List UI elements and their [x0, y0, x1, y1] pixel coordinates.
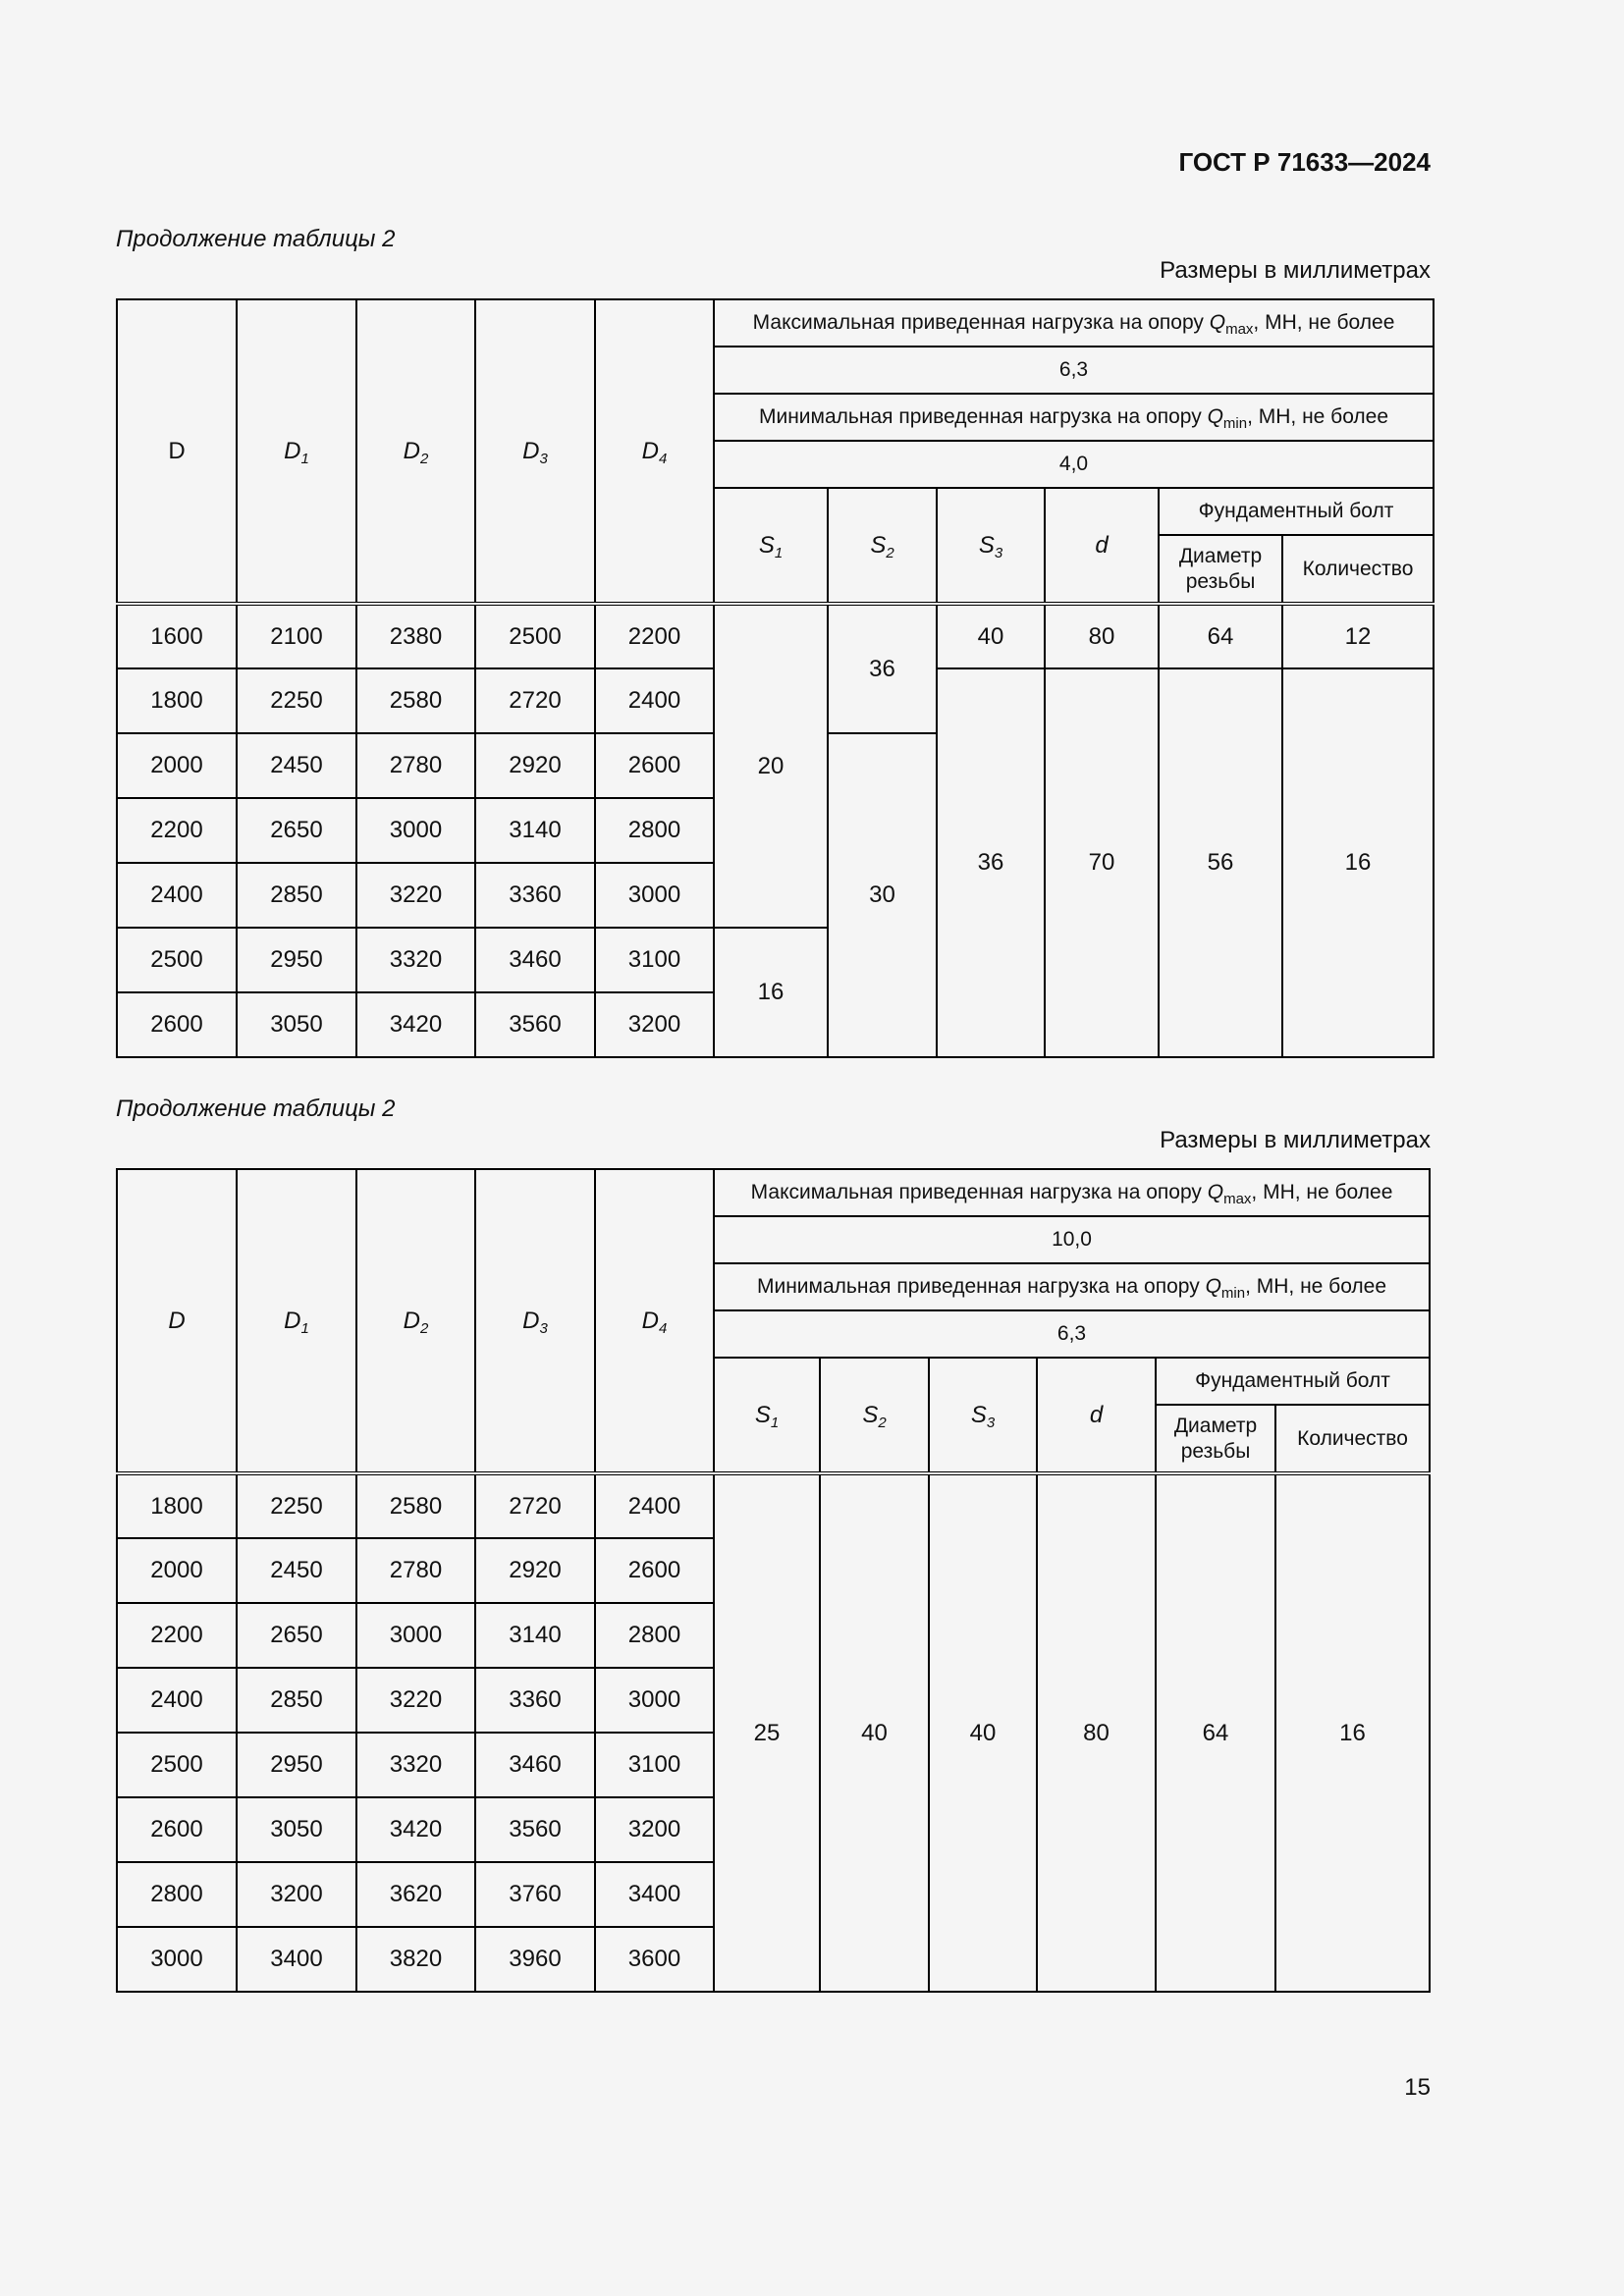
col-header-D2: $D_2$	[356, 299, 475, 604]
table-cell: 3560	[475, 992, 595, 1057]
table-cell: 2500	[117, 1733, 237, 1797]
table-cell: 2950	[237, 1733, 356, 1797]
table-cell: 2100	[237, 604, 356, 668]
table-cell: 2720	[475, 668, 595, 733]
table-cell: 3000	[356, 1603, 475, 1668]
merged-s1-cell: 16	[714, 928, 828, 1057]
table-cell: 2450	[237, 733, 356, 798]
merged-s1-cell: 25	[714, 1473, 820, 1992]
table-cell: 3100	[595, 1733, 714, 1797]
merged-qty-cell: 16	[1275, 1473, 1430, 1992]
merged-d-cell: 70	[1045, 668, 1159, 1057]
merged-thread-cell: 64	[1156, 1473, 1275, 1992]
table-cell: 3360	[475, 863, 595, 928]
table-cell: 3220	[356, 1668, 475, 1733]
table-cell: 3600	[595, 1927, 714, 1992]
col-header-S3: $S_3$	[929, 1358, 1037, 1473]
col-header-D4: $D_4$	[595, 299, 714, 604]
table-cell: 2720	[475, 1473, 595, 1538]
table-cell: 2600	[117, 992, 237, 1057]
table-cell: 3400	[595, 1862, 714, 1927]
table-cell: 2800	[595, 1603, 714, 1668]
merged-qty-cell: 16	[1282, 668, 1434, 1057]
table-cell: 3760	[475, 1862, 595, 1927]
table-cell: 2580	[356, 1473, 475, 1538]
table-cell: 2400	[595, 1473, 714, 1538]
table-cell: 3050	[237, 992, 356, 1057]
table-cell: 3000	[117, 1927, 237, 1992]
table-cell: 3820	[356, 1927, 475, 1992]
table-cell: 2000	[117, 1538, 237, 1603]
table-cell: 3220	[356, 863, 475, 928]
table-cell: 2600	[595, 733, 714, 798]
table1	[116, 298, 1435, 1058]
qmax-value: 10,0	[714, 1216, 1430, 1263]
qmin-value: 4,0	[714, 441, 1434, 488]
col-header-S2: $S_2$	[820, 1358, 929, 1473]
col-header-d: d	[1045, 488, 1159, 604]
table2	[116, 1168, 1431, 1993]
table-cell: 3320	[356, 928, 475, 992]
table2-continuation-label: Продолжение таблицы 2	[116, 1095, 396, 1122]
merged-s3-cell: 40	[929, 1473, 1037, 1992]
table-cell: 1800	[117, 1473, 237, 1538]
table1-continuation-label: Продолжение таблицы 2	[116, 226, 396, 252]
table-cell: 2600	[117, 1797, 237, 1862]
table-cell: 3000	[356, 798, 475, 863]
table2-units-label: Размеры в миллиметрах	[1160, 1127, 1431, 1153]
col-header-D: D	[117, 299, 237, 604]
quantity-header: Количество	[1275, 1405, 1430, 1473]
table-cell: 2920	[475, 1538, 595, 1603]
table-cell: 2850	[237, 863, 356, 928]
table-cell: 2920	[475, 733, 595, 798]
table-cell: 2500	[475, 604, 595, 668]
merged-d-cell: 80	[1045, 604, 1159, 668]
table-cell: 2200	[117, 798, 237, 863]
table-cell: 2800	[117, 1862, 237, 1927]
table-cell: 3460	[475, 1733, 595, 1797]
table-cell: 2580	[356, 668, 475, 733]
table-cell: 2650	[237, 798, 356, 863]
table-cell: 3200	[595, 1797, 714, 1862]
table-cell: 3960	[475, 1927, 595, 1992]
table-cell: 2380	[356, 604, 475, 668]
merged-s3-cell: 36	[937, 668, 1045, 1057]
qmin-header: Минимальная приведенная нагрузка на опору $Q_{min}$, МН, не более	[714, 394, 1434, 441]
table-cell: 3200	[595, 992, 714, 1057]
standard-designation: ГОСТ Р 71633—2024	[1178, 147, 1431, 177]
table-cell: 2250	[237, 668, 356, 733]
table-cell: 2780	[356, 1538, 475, 1603]
table-cell: 3360	[475, 1668, 595, 1733]
table-cell: 2400	[117, 1668, 237, 1733]
merged-s2-cell: 30	[828, 733, 937, 1057]
bolt-header: Фундаментный болт	[1159, 488, 1434, 535]
table-cell: 3100	[595, 928, 714, 992]
table-cell: 3460	[475, 928, 595, 992]
merged-thread-cell: 56	[1159, 668, 1282, 1057]
merged-thread-cell: 64	[1159, 604, 1282, 668]
table-cell: 2850	[237, 1668, 356, 1733]
table-cell: 2500	[117, 928, 237, 992]
table-cell: 2600	[595, 1538, 714, 1603]
table-cell: 3400	[237, 1927, 356, 1992]
table-cell: 3000	[595, 1668, 714, 1733]
col-header-S1: $S_1$	[714, 1358, 820, 1473]
table-cell: 2200	[595, 604, 714, 668]
qmin-value: 6,3	[714, 1310, 1430, 1358]
qmax-header: Максимальная приведенная нагрузка на опору $Q_{max}$, МН, не более	[714, 1169, 1430, 1216]
table-cell: 2200	[117, 1603, 237, 1668]
table-cell: 2800	[595, 798, 714, 863]
qmax-header: Максимальная приведенная нагрузка на опору $Q_{max}$, МН, не более	[714, 299, 1434, 347]
col-header-S2: $S_2$	[828, 488, 937, 604]
table-cell: 3420	[356, 992, 475, 1057]
table-cell: 3420	[356, 1797, 475, 1862]
table-cell: 2950	[237, 928, 356, 992]
table-cell: 2450	[237, 1538, 356, 1603]
thread-diameter-header: Диаметр резьбы	[1159, 535, 1282, 604]
merged-s2-cell: 40	[820, 1473, 929, 1992]
qmin-header: Минимальная приведенная нагрузка на опору $Q_{min}$, МН, не более	[714, 1263, 1430, 1310]
table-cell: 3140	[475, 798, 595, 863]
quantity-header: Количество	[1282, 535, 1434, 604]
table-cell: 2400	[595, 668, 714, 733]
page-number: 15	[1404, 2074, 1431, 2101]
col-header-D1: $D_1$	[237, 1169, 356, 1473]
table-cell: 3560	[475, 1797, 595, 1862]
col-header-S1: $S_1$	[714, 488, 828, 604]
col-header-d: d	[1037, 1358, 1156, 1473]
qmax-value: 6,3	[714, 347, 1434, 394]
col-header-D2: $D_2$	[356, 1169, 475, 1473]
merged-qty-cell: 12	[1282, 604, 1434, 668]
table-cell: 2780	[356, 733, 475, 798]
table-cell: 3200	[237, 1862, 356, 1927]
merged-s1-cell: 20	[714, 604, 828, 928]
table1-units-label: Размеры в миллиметрах	[1160, 257, 1431, 284]
table-cell: 1800	[117, 668, 237, 733]
merged-s3-cell: 40	[937, 604, 1045, 668]
col-header-D3: $D_3$	[475, 1169, 595, 1473]
bolt-header: Фундаментный болт	[1156, 1358, 1430, 1405]
col-header-D1: $D_1$	[237, 299, 356, 604]
merged-s2-cell: 36	[828, 604, 937, 733]
col-header-D4: $D_4$	[595, 1169, 714, 1473]
table-cell: 2400	[117, 863, 237, 928]
table-cell: 2000	[117, 733, 237, 798]
table-cell: 2650	[237, 1603, 356, 1668]
col-header-D: D	[117, 1169, 237, 1473]
col-header-D3: $D_3$	[475, 299, 595, 604]
table-cell: 3620	[356, 1862, 475, 1927]
table-cell: 3320	[356, 1733, 475, 1797]
table-cell: 2250	[237, 1473, 356, 1538]
col-header-S3: $S_3$	[937, 488, 1045, 604]
merged-d-cell: 80	[1037, 1473, 1156, 1992]
thread-diameter-header: Диаметр резьбы	[1156, 1405, 1275, 1473]
table-cell: 3000	[595, 863, 714, 928]
table-cell: 1600	[117, 604, 237, 668]
table-cell: 3050	[237, 1797, 356, 1862]
table-cell: 3140	[475, 1603, 595, 1668]
